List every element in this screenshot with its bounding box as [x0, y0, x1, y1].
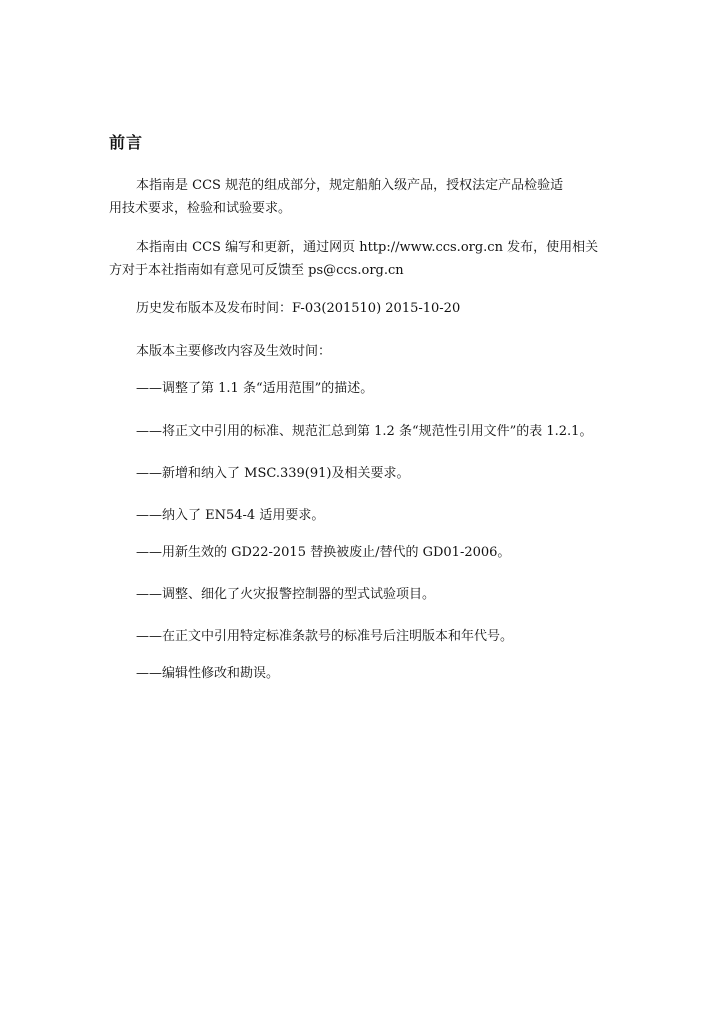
change-item: ——在正文中引用特定标准条款号的标准号后注明版本和年代号。: [136, 629, 514, 644]
change-item: ——用新生效的 GD22-2015 替换被废止/替代的 GD01-2006。: [136, 545, 511, 560]
intro-line-1: 本指南是 CCS 规范的组成部分，规定船舶入级产品，授权法定产品检验适: [136, 178, 564, 193]
change-item: ——调整、细化了火灾报警控制器的型式试验项目。: [136, 587, 436, 602]
publication-line-2: 方对于本社指南如有意见可反馈至 ps@ccs.org.cn: [109, 263, 404, 278]
history-line: 历史发布版本及发布时间：F-03(201510) 2015-10-20: [136, 301, 461, 316]
change-item: ——纳入了 EN54-4 适用要求。: [136, 508, 325, 523]
publication-line-1: 本指南由 CCS 编写和更新，通过网页 http://www.ccs.org.cn 发布，使用相关: [136, 240, 599, 255]
changes-intro: 本版本主要修改内容及生效时间：: [136, 344, 332, 359]
intro-line-2: 用技术要求，检验和试验要求。: [109, 201, 292, 216]
change-item: ——将正文中引用的标准、规范汇总到第 1.2 条“规范性引用文件”的表 1.2.1。: [136, 424, 593, 439]
intro-paragraph: [109, 174, 629, 220]
change-item: ——调整了第 1.1 条“适用范围”的描述。: [136, 381, 374, 396]
publication-paragraph: [109, 236, 629, 282]
change-item: ——新增和纳入了 MSC.339(91)及相关要求。: [136, 466, 410, 481]
page-title: 前言: [109, 133, 144, 152]
change-item: ——编辑性修改和勘误。: [136, 666, 280, 681]
